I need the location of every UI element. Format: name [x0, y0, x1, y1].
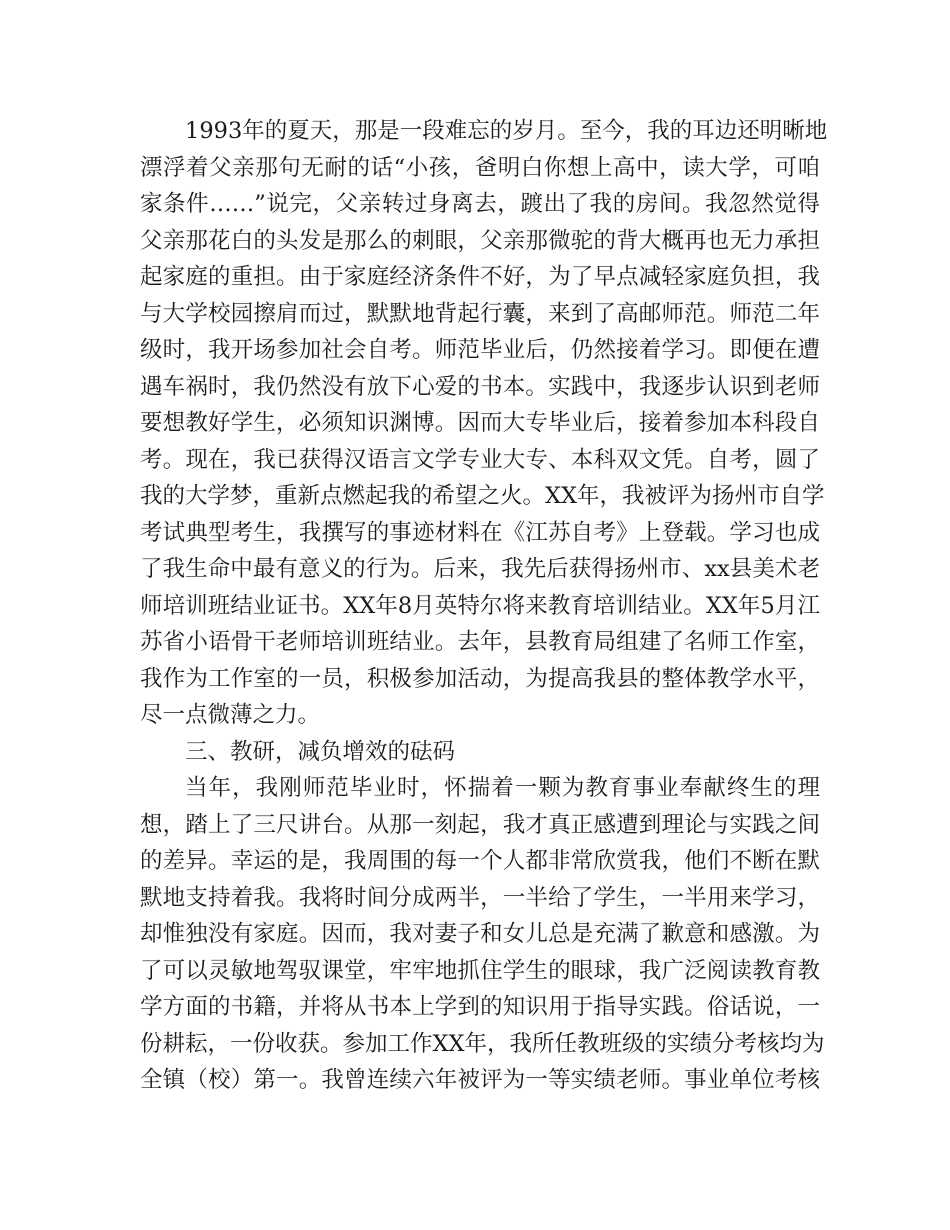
text-line: 与大学校园擦肩而过，默默地背起行囊，来到了高邮师范。师范二年: [140, 300, 820, 327]
text-line: 尽一点微薄之力。: [140, 702, 321, 728]
text-line: 要想教好学生，必须知识渊博。因而大专毕业后，接着参加本科段自: [140, 410, 820, 436]
text-line: 却惟独没有家庭。因而，我对妻子和女儿总是充满了歉意和感激。为: [140, 921, 820, 947]
text-line: 当年，我刚师范毕业时，怀揣着一颗为教育事业奉献终生的理: [185, 775, 820, 801]
text-line: 我作为工作室的一员，积极参加活动，为提高我县的整体教学水平，: [140, 665, 820, 692]
text-line: 考试典型考生，我撰写的事迹材料在《江苏自考》上登载。学习也成: [140, 519, 820, 546]
text-line: 想，踏上了三尺讲台。从那一刻起，我才真正感遭到理论与实践之间: [140, 811, 820, 838]
text-line: 全镇（校）第一。我曾连续六年被评为一等实绩老师。事业单位考核: [140, 1067, 820, 1093]
text-line: 家条件……”说完，父亲转过身离去，踱出了我的房间。我忽然觉得: [140, 191, 820, 217]
text-line: 我的大学梦，重新点燃起我的希望之火。XX年，我被评为扬州市自学: [140, 483, 825, 509]
text-line: 份耕耘，一份收获。参加工作XX年，我所任教班级的实绩分考核均为: [140, 1030, 825, 1057]
text-line: 考。现在，我已获得汉语言文学专业大专、本科双文凭。自考，圆了: [140, 446, 820, 473]
text-line: 父亲那花白的头发是那么的刺眼，父亲那微驼的背大概再也无力承担: [140, 227, 820, 254]
document-body: [140, 113, 828, 1099]
text-line: 漂浮着父亲那句无耐的话“小孩，爸明白你想上高中，读大学，可咱: [140, 154, 820, 181]
text-line: 1993年的夏天，那是一段难忘的岁月。至今，我的耳边还明晰地: [185, 118, 828, 144]
text-line: 起家庭的重担。由于家庭经济条件不好，为了早点减轻家庭负担，我: [140, 264, 820, 290]
text-line: 学方面的书籍，并将从书本上学到的知识用于指导实践。俗话说，一: [140, 994, 820, 1020]
text-line: 级时，我开场参加社会自考。师范毕业后，仍然接着学习。即便在遭: [140, 337, 820, 363]
text-line: 遇车祸时，我仍然没有放下心爱的书本。实践中，我逐步认识到老师: [140, 373, 820, 400]
text-line: 了可以灵敏地驾驭课堂，牢牢地抓住学生的眼球，我广泛阅读教育教: [140, 957, 820, 984]
text-line: 师培训班结业证书。XX年8月英特尔将来教育培训结业。XX年5月江: [140, 592, 820, 619]
section-heading: 三、教研，减负增效的砝码: [185, 738, 456, 765]
text-line: 苏省小语骨干老师培训班结业。去年，县教育局组建了名师工作室，: [140, 629, 820, 655]
text-line: 的差异。幸运的是，我周围的每一个人都非常欣赏我，他们不断在默: [140, 848, 820, 874]
text-line: 了我生命中最有意义的行为。后来，我先后获得扬州市、xx县美术老: [140, 556, 820, 582]
text-line: 默地支持着我。我将时间分成两半，一半给了学生，一半用来学习，: [140, 884, 820, 911]
